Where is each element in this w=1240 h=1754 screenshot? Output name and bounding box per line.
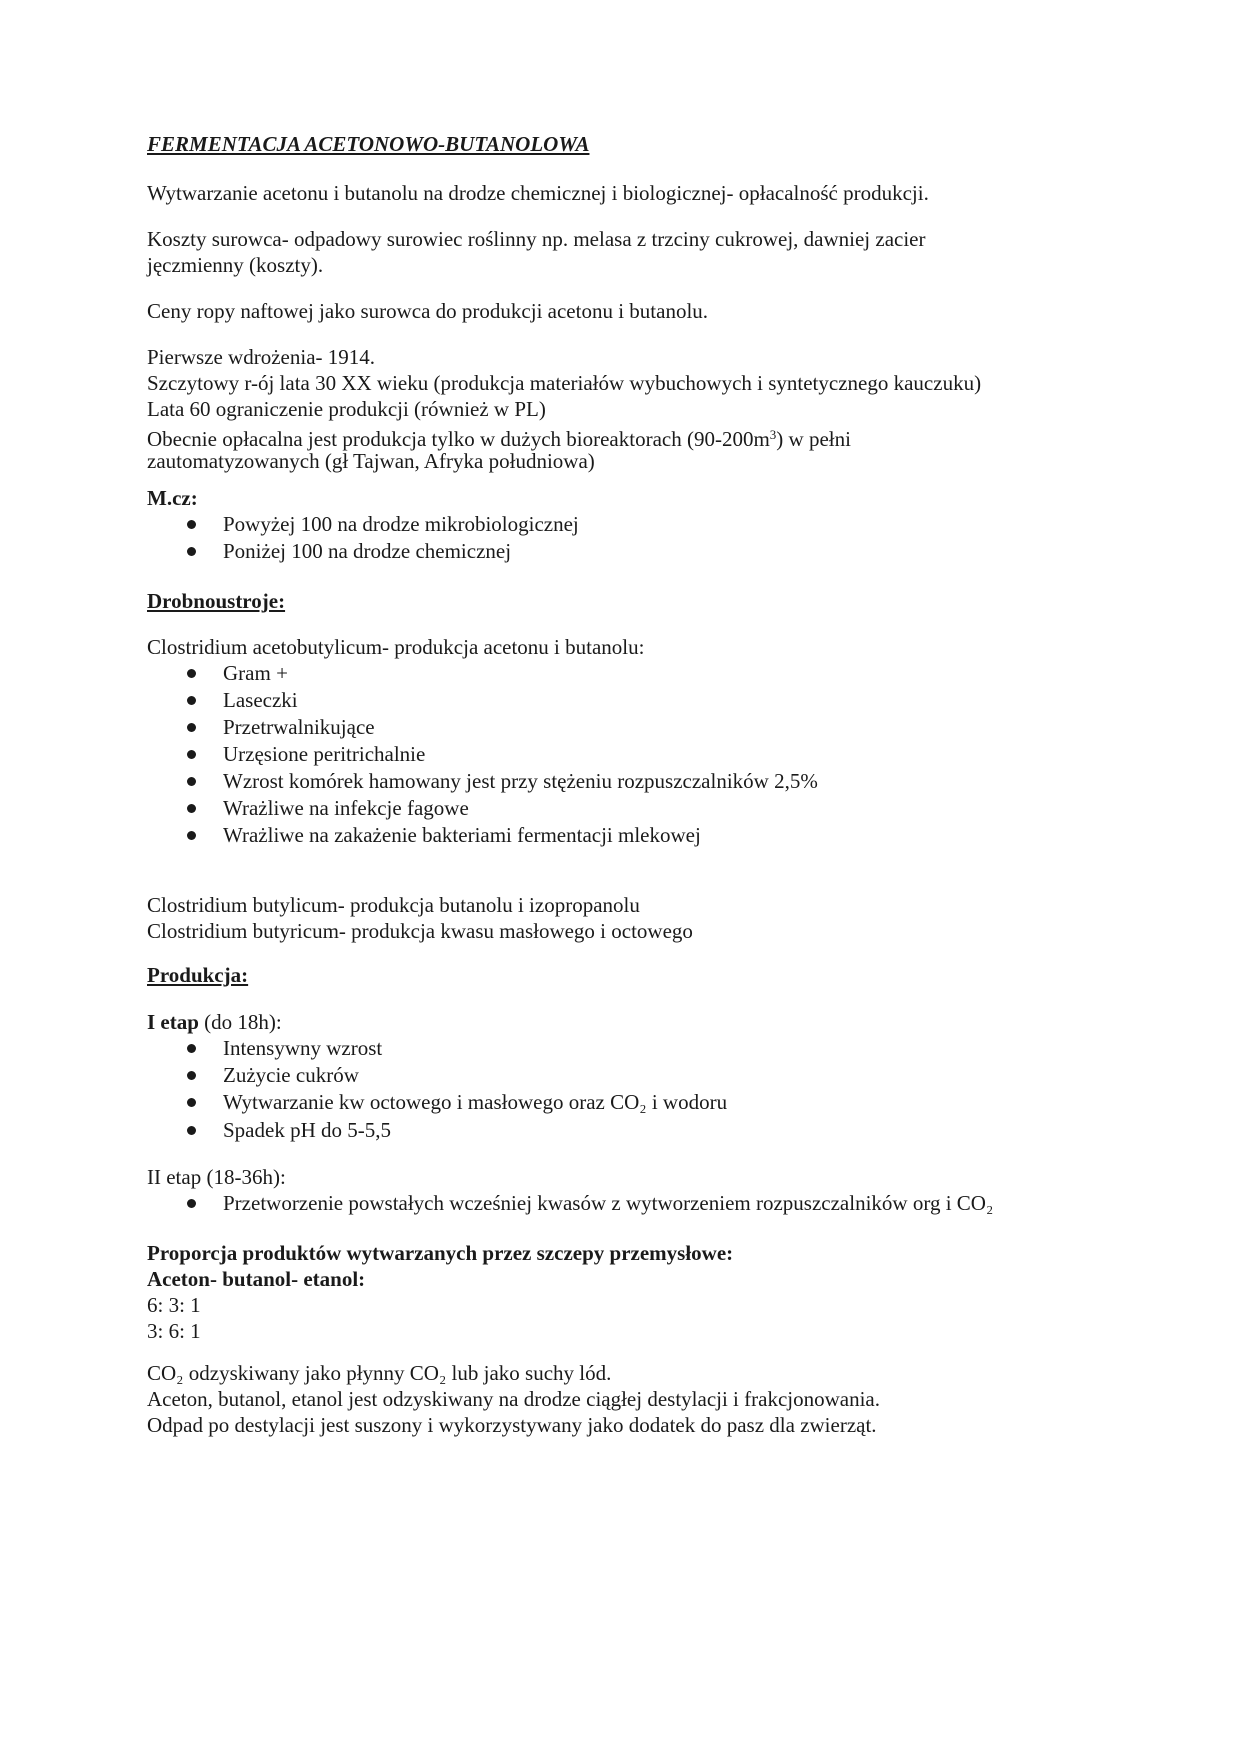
bullet-icon: [187, 547, 196, 556]
list-item: Wzrost komórek hamowany jest przy stężeniu rozpuszczalników 2,5%: [147, 768, 818, 795]
bullet-icon: [187, 1126, 196, 1135]
stage-1-heading: [147, 1009, 282, 1035]
stage-1-list: [147, 1035, 727, 1144]
bullet-icon: [187, 520, 196, 529]
list-item: Zużycie cukrów: [147, 1062, 727, 1089]
bullet-icon: [187, 1044, 196, 1053]
intro-paragraph-2: [147, 226, 926, 278]
intro-paragraph-3: Ceny ropy naftowej jako surowca do produkcji acetonu i butanolu.: [147, 299, 709, 323]
drobnoustroje-heading: Drobnoustroje:: [147, 589, 286, 613]
list-item: Laseczki: [147, 687, 818, 714]
bullet-icon: [187, 831, 196, 840]
final-line-2: Aceton, butanol, etanol jest odzyskiwany na drodze ciągłej destylacji i frakcjonowania.: [147, 1387, 881, 1411]
list-item: Poniżej 100 na drodze chemicznej: [147, 538, 579, 565]
produkcja-heading: Produkcja:: [147, 963, 249, 987]
list-item: Wrażliwe na zakażenie bakteriami fermentacji mlekowej: [147, 822, 818, 849]
strain-butylicum: Clostridium butylicum- produkcja butanolu i izopropanolu: [147, 893, 640, 917]
history-line-4-text: Obecnie opłacalna jest produkcja tylko w dużych bioreaktorach (90-200m: [147, 427, 770, 451]
proporcja-heading: Proporcja produktów wytwarzanych przez szczepy przemysłowe:: [147, 1241, 734, 1265]
proporcja-subheading: Aceton- butanol- etanol:: [147, 1267, 366, 1291]
history-line-1: Pierwsze wdrożenia- 1914.: [147, 345, 376, 369]
other-strains: [147, 892, 693, 944]
ratio-row-1: 6: 3: 1: [147, 1293, 201, 1317]
intro-paragraph-1: Wytwarzanie acetonu i butanolu na drodze chemicznej i biologicznej- opłacalność produkcji.: [147, 181, 929, 205]
final-block: [147, 1360, 880, 1438]
history-line-4-end: ) w pełni: [776, 427, 851, 451]
list-item: Intensywny wzrost: [147, 1035, 727, 1062]
final-line-3: Odpad po destylacji jest suszony i wykorzystywany jako dodatek do pasz dla zwierząt.: [147, 1413, 877, 1437]
bullet-icon: [187, 723, 196, 732]
document-title: FERMENTACJA ACETONOWO-BUTANOLOWA: [147, 132, 590, 156]
intro-paragraph-2-line-2: jęczmienny (koszty).: [147, 253, 324, 277]
bullet-icon: [187, 804, 196, 813]
stage-2-list: [147, 1190, 993, 1217]
drobnoustroje-lead: Clostridium acetobutylicum- produkcja acetonu i butanolu:: [147, 635, 645, 659]
stage-2-heading: II etap (18-36h):: [147, 1165, 286, 1189]
list-item: Urzęsione peritrichalnie: [147, 741, 818, 768]
mcz-heading: M.cz:: [147, 486, 198, 510]
ratio-row-2: 3: 6: 1: [147, 1319, 201, 1343]
bullet-icon: [187, 696, 196, 705]
history-line-5: zautomatyzowanych (gł Tajwan, Afryka południowa): [147, 449, 595, 473]
list-item: Przetrwalnikujące: [147, 714, 818, 741]
stage-1-duration: (do 18h):: [198, 1010, 282, 1034]
bullet-icon: [187, 1199, 196, 1208]
proporcja-block: [147, 1240, 733, 1344]
strain-butyricum: Clostridium butyricum- produkcja kwasu masłowego i octowego: [147, 919, 693, 943]
history-line-2: Szczytowy r-ój lata 30 XX wieku (produkcja materiałów wybuchowych i syntetycznego kauczuku): [147, 371, 982, 395]
list-item: Gram +: [147, 660, 818, 687]
mcz-list: [147, 511, 579, 565]
bullet-icon: [187, 750, 196, 759]
list-item: Przetworzenie powstałych wcześniej kwasów z wytworzeniem rozpuszczalników org i CO₂: [147, 1190, 993, 1217]
stage-1-label: I etap: [147, 1010, 199, 1034]
final-line-1: CO₂ odzyskiwany jako płynny CO₂ lub jako suchy lód.: [147, 1361, 612, 1385]
drobnoustroje-list: [147, 660, 818, 849]
cubic-superscript: 3: [769, 427, 777, 442]
bullet-icon: [187, 669, 196, 678]
history-block: [147, 344, 981, 474]
bullet-icon: [187, 777, 196, 786]
bullet-icon: [187, 1071, 196, 1080]
history-line-4: [147, 422, 981, 451]
history-line-3: Lata 60 ograniczenie produkcji (również w PL): [147, 397, 546, 421]
bullet-icon: [187, 1098, 196, 1107]
list-item: Wytwarzanie kw octowego i masłowego oraz CO₂ i wodoru: [147, 1089, 727, 1117]
list-item: Spadek pH do 5-5,5: [147, 1117, 727, 1144]
list-item: Wrażliwe na infekcje fagowe: [147, 795, 818, 822]
list-item: Powyżej 100 na drodze mikrobiologicznej: [147, 511, 579, 538]
intro-paragraph-2-line-1: Koszty surowca- odpadowy surowiec roślinny np. melasa z trzciny cukrowej, dawniej zacier: [147, 227, 926, 251]
